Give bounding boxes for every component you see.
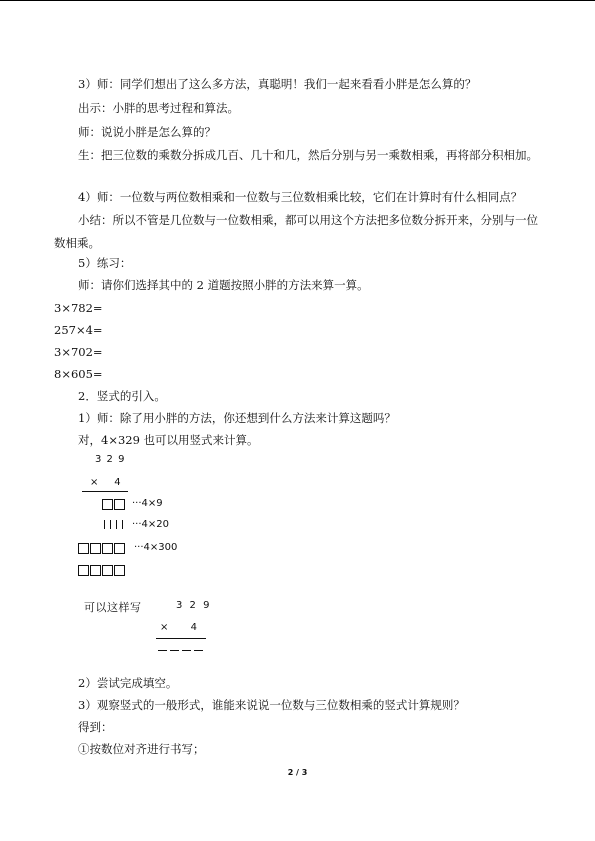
multiplier-row: × 4 [90, 477, 121, 488]
blank-box [114, 499, 125, 510]
row-note: ···4×300 [134, 542, 178, 553]
exercise: 3×702= [54, 345, 103, 359]
page-number: 2 / 3 [287, 768, 308, 777]
paragraph: 3）师：同学们想出了这么多方法，真聪明！我们一起来看看小胖是怎么算的？ [78, 77, 477, 91]
result-line [82, 491, 128, 492]
exercise: 257×4= [54, 323, 103, 337]
paragraph: 出示：小胖的思考过程和算法。 [78, 101, 239, 115]
result-line [156, 638, 206, 639]
top-number: 3 2 9 [95, 454, 126, 465]
paragraph: 对，4×329 也可以用竖式来计算。 [78, 433, 259, 447]
row-note: ···4×9 [132, 498, 163, 509]
paragraph: 得到： [78, 720, 113, 734]
row-note: ···4×20 [132, 519, 170, 530]
blank-dash [194, 650, 203, 651]
blank-box [90, 565, 101, 576]
paragraph: 小结：所以不管是几位数与一位数相乘，都可以用这个方法把多位数分拆开来，分别与一位数相乘。 [54, 213, 538, 250]
paragraph: 生：把三位数的乘数分拆成几百、几十和几，然后分别与另一乘数相乘，再将部分积相加。 [78, 148, 538, 162]
top-number: 3 2 9 [176, 600, 212, 611]
diagram-caption: 可以这样写 [84, 601, 142, 614]
blank-tick [122, 520, 123, 529]
paragraph: 2）尝试完成填空。 [78, 676, 178, 690]
blank-box [102, 565, 113, 576]
paragraph: 1）师：除了用小胖的方法，你还想到什么方法来计算这题吗？ [78, 411, 396, 425]
blank-tick [116, 520, 117, 529]
paragraph: ①按数位对齐进行书写； [78, 742, 205, 756]
blank-dash [182, 650, 191, 651]
blank-box [102, 499, 113, 510]
blank-box [78, 543, 89, 554]
blank-box [78, 565, 89, 576]
blank-tick [110, 520, 111, 529]
blank-box [114, 565, 125, 576]
blank-box [114, 543, 125, 554]
paragraph: 师：说说小胖是怎么算的？ [78, 125, 216, 139]
paragraph: 3）观察竖式的一般形式，谁能来说说一位数与三位数相乘的竖式计算规则？ [78, 698, 465, 712]
paragraph: 4）师：一位数与两位数相乘和一位数与三位数相乘比较，它们在计算时有什么相同点？ [78, 190, 523, 204]
section-heading: 2．竖式的引入。 [78, 389, 166, 403]
paragraph: 师：请你们选择其中的 2 道题按照小胖的方法来算一算。 [78, 278, 369, 292]
blank-box [90, 543, 101, 554]
blank-tick [104, 520, 105, 529]
multiplier-row: × 4 [160, 622, 197, 633]
exercise: 8×605= [54, 367, 103, 381]
blank-dash [158, 650, 167, 651]
blank-dash [170, 650, 179, 651]
blank-box [102, 543, 113, 554]
paragraph: 5）练习： [78, 256, 132, 270]
top-border [0, 0, 595, 1]
exercise: 3×782= [54, 301, 103, 315]
